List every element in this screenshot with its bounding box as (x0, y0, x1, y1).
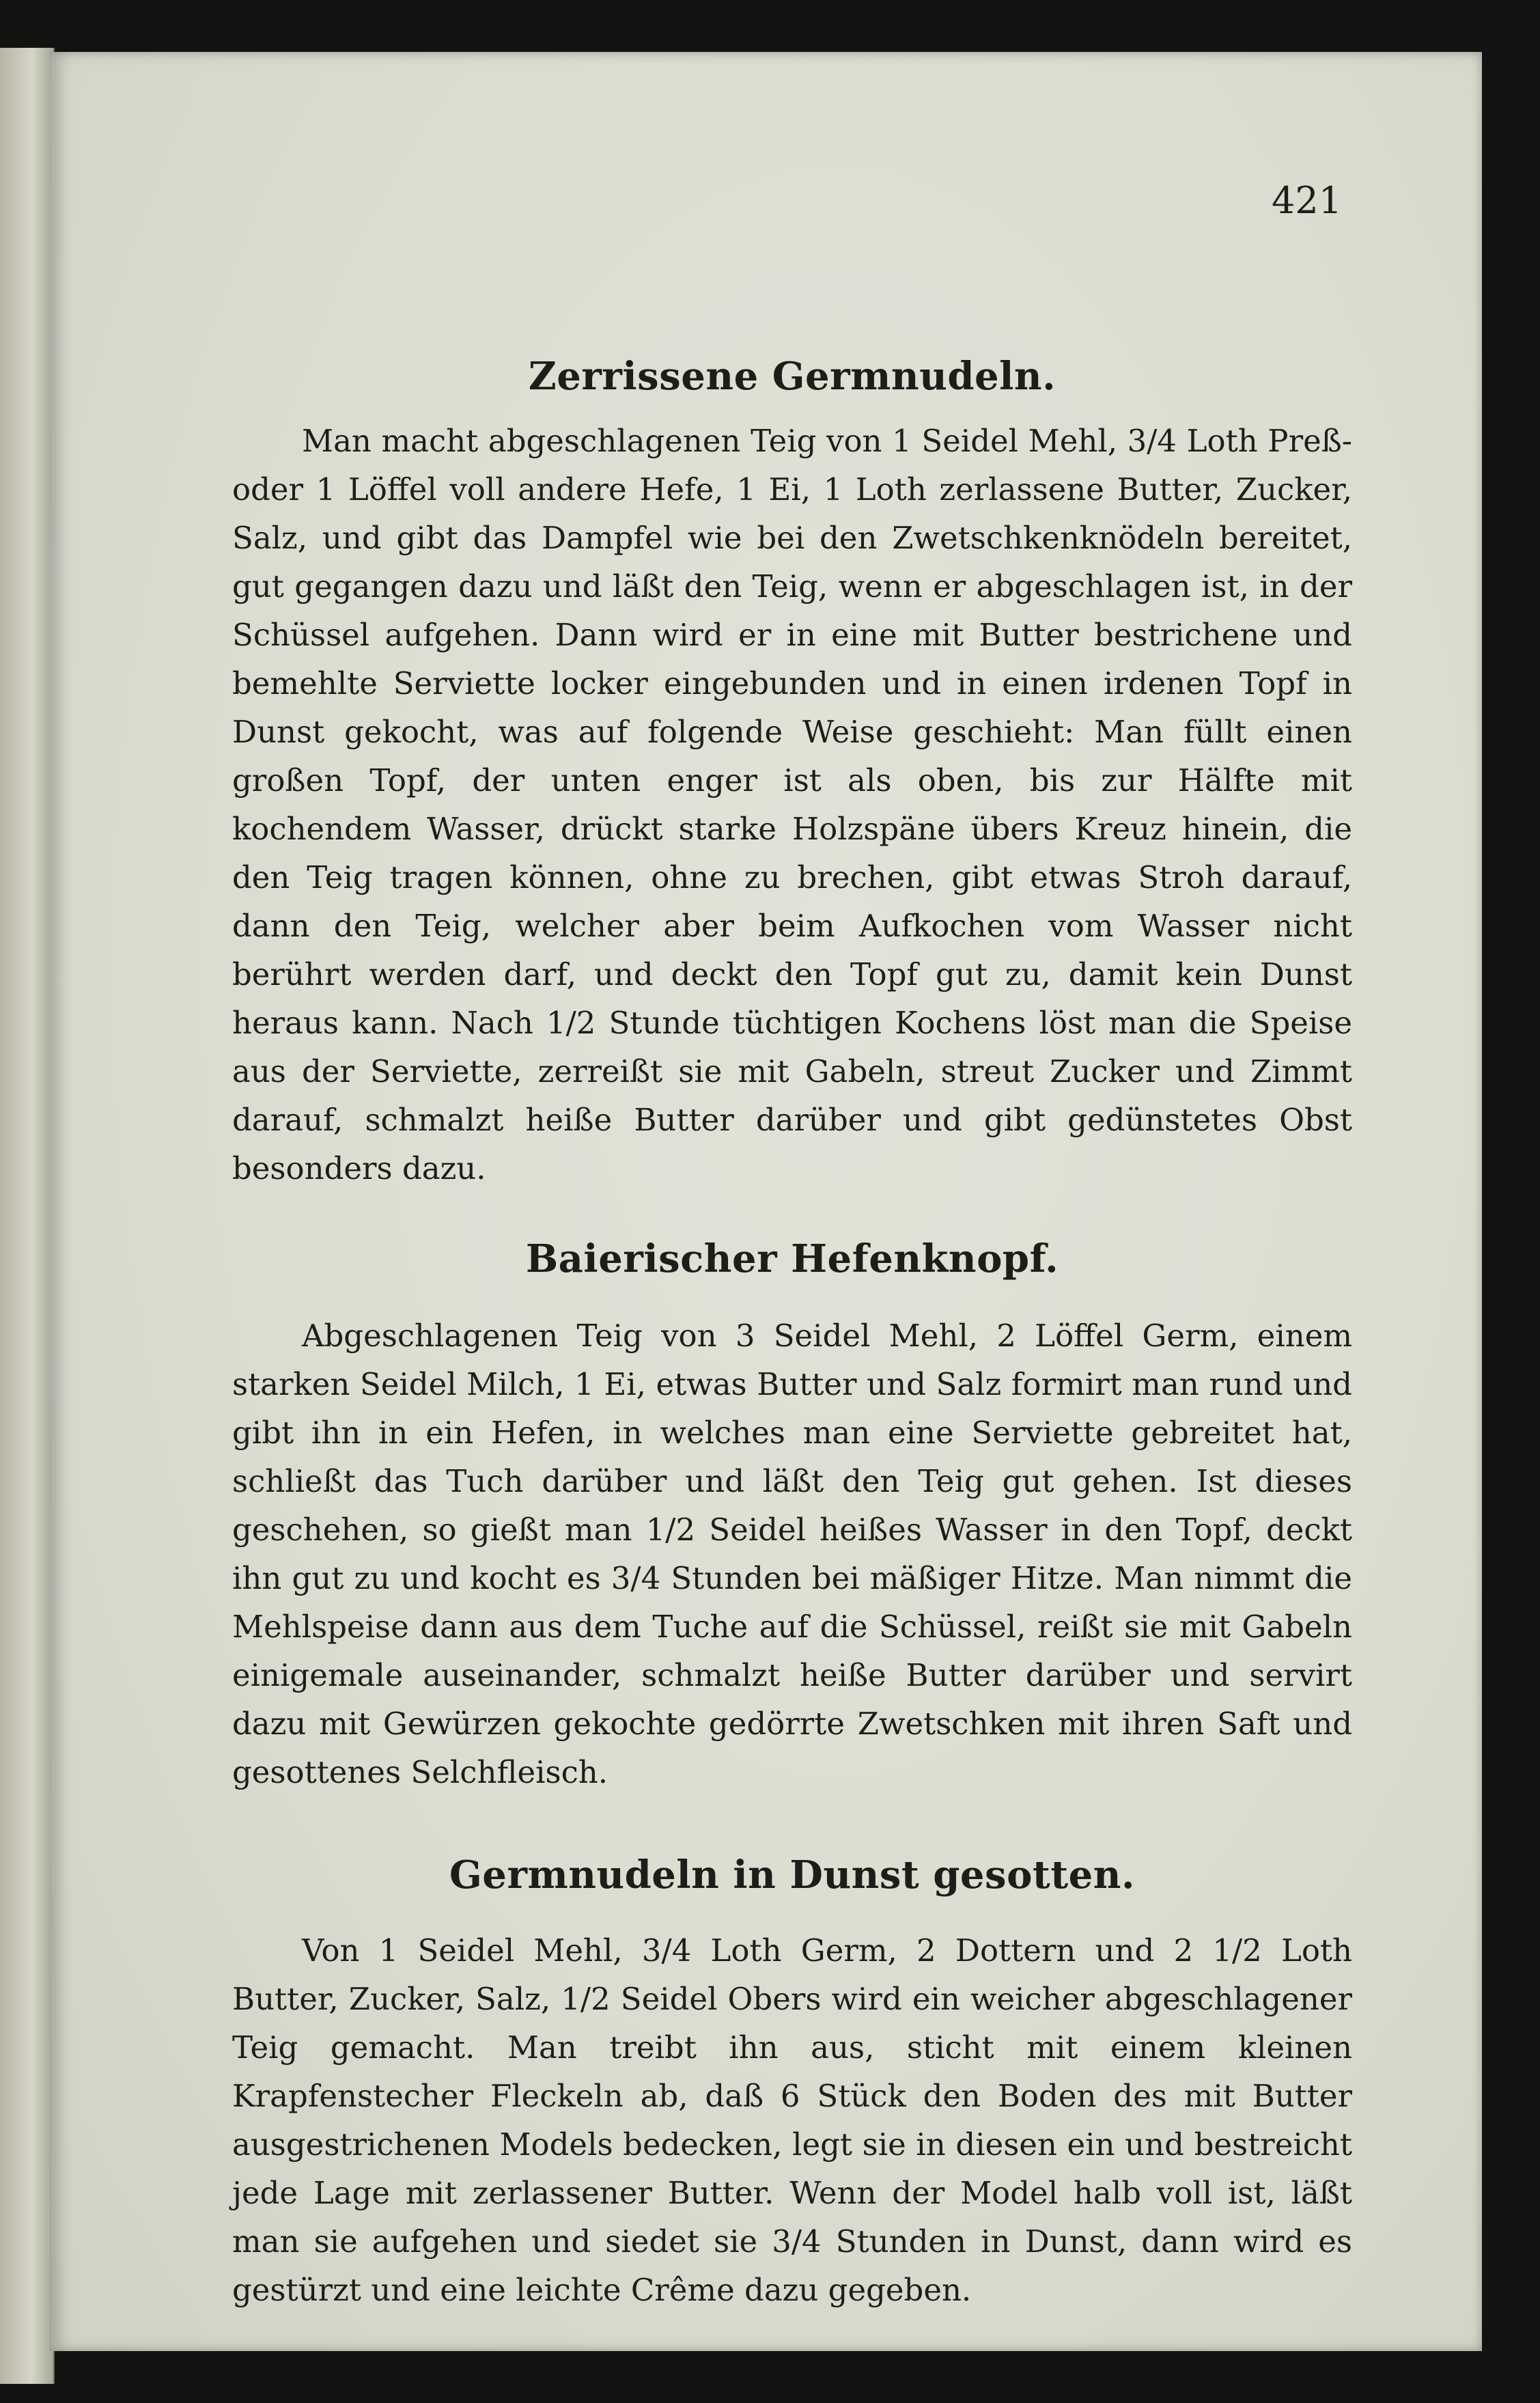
book-page (49, 52, 1482, 2351)
recipe-text-zerrissene-germnudeln: Man macht abgeschlagenen Teig von 1 Seidel Mehl, 3/4 Loth Preß- oder 1 Löffel voll andere Hefe, 1 Ei, 1 Loth zerlassene Butter, Zucker, Salz, und gibt das Dampfel wie bei den Zwetschkenknödeln bereitet, gut gegangen dazu und läßt den Teig, wenn er abgeschlagen ist, in der Schüssel aufgehen. Dann wird er in eine mit Butter bestrichene und bemehlte Serviette locker eingebunden und in einen irdenen Topf in Dunst gekocht, was auf folgende Weise geschieht: Man füllt einen großen Topf, der unten enger ist als oben, bis zur Hälfte mit kochendem Wasser, drückt starke Holzspäne übers Kreuz hinein, die den Teig tragen können, ohne zu brechen, gibt etwas Stroh darauf, dann den Teig, welcher aber beim Aufkochen vom Wasser nicht berührt werden darf, und deckt den Topf gut zu, damit kein Dunst heraus kann. Nach 1/2 Stunde tüchtigen Kochens löst man die Speise aus der Serviette, zerreißt sie mit Gabeln, streut Zucker und Zimmt darauf, schmalzt heiße Butter darüber und gibt gedünstetes Obst besonders dazu. (232, 423, 1352, 1186)
left-page-edge (0, 48, 55, 2384)
recipe-text-baierischer-hefenknopf: Abgeschlagenen Teig von 3 Seidel Mehl, 2 Löffel Germ, einem starken Seidel Milch, 1 Ei, etwas Butter und Salz formirt man rund und gibt ihn in ein Hefen, in welches man eine Serviette gebreitet hat, schließt das Tuch darüber und läßt den Teig gut gehen. Ist dieses geschehen, so gießt man 1/2 Seidel heißes Wasser in den Topf, deckt ihn gut zu und kocht es 3/4 Stunden bei mäßiger Hitze. Man nimmt die Mehlspeise dann aus dem Tuche auf die Schüssel, reißt sie mit Gabeln einigemale auseinander, schmalzt heiße Butter darüber und servirt dazu mit Gewürzen gekochte gedörrte Zwetschken mit ihren Saft und gesottenes Selchfleisch. (232, 1318, 1352, 1790)
recipe-title-germnudeln-in-dunst: Germnudeln in Dunst gesotten. (449, 1852, 1135, 1898)
recipe-title-baierischer-hefenknopf: Baierischer Hefenknopf. (525, 1236, 1059, 1281)
page-content (232, 339, 1352, 2314)
recipe-text-germnudeln-in-dunst: Von 1 Seidel Mehl, 3/4 Loth Germ, 2 Dottern und 2 1/2 Loth Butter, Zucker, Salz, 1/2 Seidel Obers wird ein weicher abgeschlagener Teig gemacht. Man treibt ihn aus, sticht mit einem kleinen Krapfenstecher Fleckeln ab, daß 6 Stück den Boden des mit Butter ausgestrichenen Models bedecken, legt sie in diesen ein und bestreicht jede Lage mit zerlassener Butter. Wenn der Model halb voll ist, läßt man sie aufgehen und siedet sie 3/4 Stunden in Dunst, dann wird es gestürzt und eine leichte Crême dazu gegeben. (232, 1932, 1352, 2308)
page-number: 421 (1272, 179, 1343, 222)
recipe-title-zerrissene-germnudeln: Zerrissene Germnudeln. (528, 354, 1056, 399)
